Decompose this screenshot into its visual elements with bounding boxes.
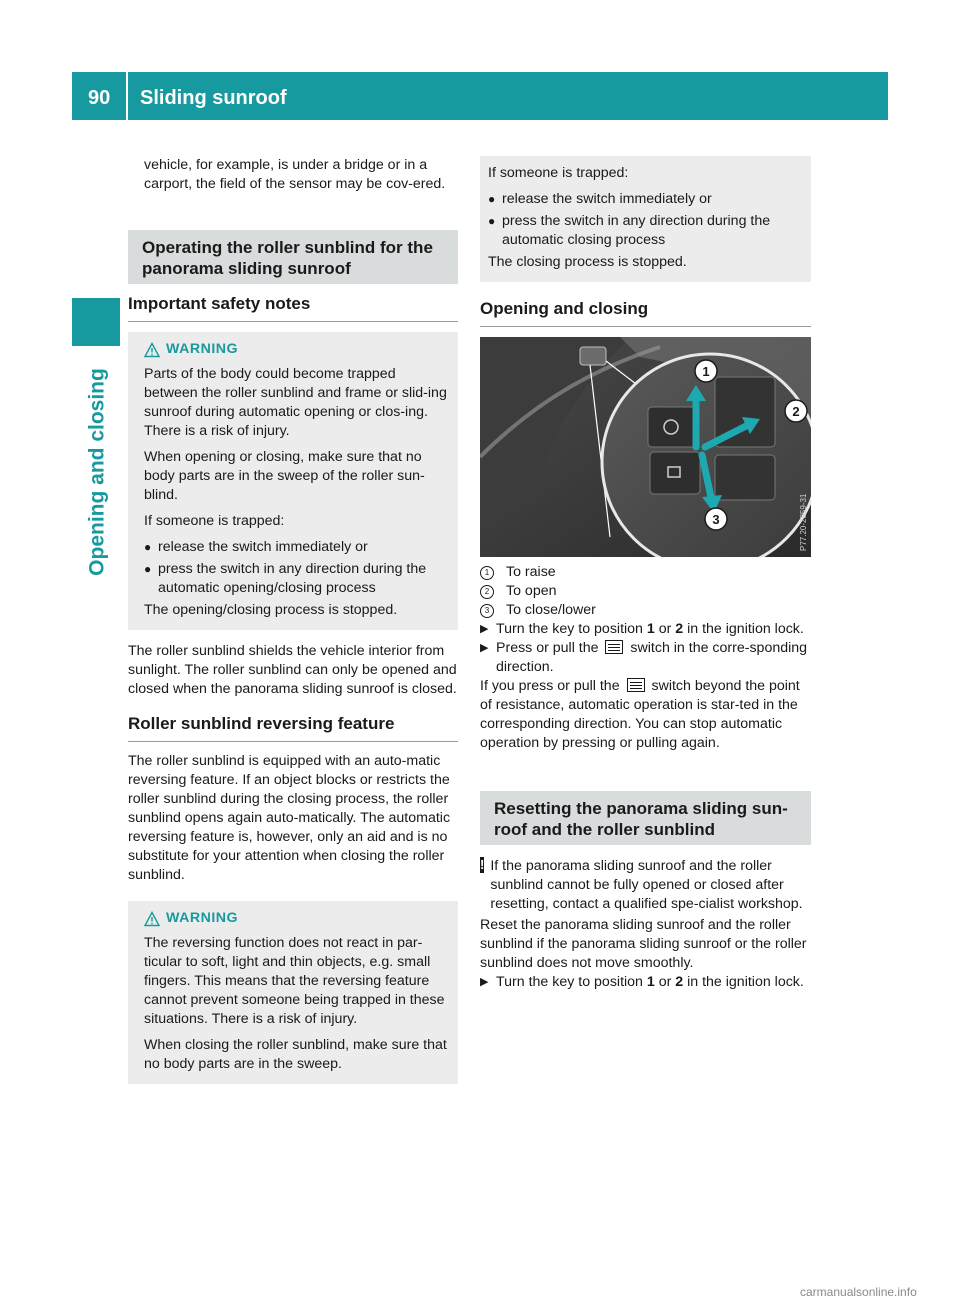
legend	[480, 563, 811, 620]
warning-triangle-icon	[144, 911, 160, 927]
chapter-label: Opening and closing	[85, 368, 109, 576]
warning-text: The opening/closing process is stopped.	[144, 602, 398, 618]
warning-text: If someone is trapped:	[144, 513, 285, 529]
warning-text: Parts of the body could become trapped between the roller sunblind and frame or slid-ing sunroof during automatic opening or clos-ing. There is a risk of injury.	[144, 366, 447, 439]
body-text: The roller sunblind is equipped with an auto-matic reversing feature. If an object blocks or restricts the roller sunblind during the closing process, the roller sunblind opens again auto-matically. The automatic reversing feature is, however, only an aid and is no substitute for your attention when closing the roller sunblind.	[128, 753, 451, 883]
page-title: Sliding sunroof	[140, 87, 287, 109]
opening-closing-heading: Opening and closing	[480, 298, 811, 327]
side-tab-marker	[72, 298, 120, 346]
callout-3: 3	[712, 512, 720, 527]
list-item: ● press the switch in any direction during the automatic closing process	[488, 213, 771, 248]
instruction-step: ▶ Press or pull the switch in the corre-sponding direction.	[480, 640, 808, 675]
legend-item: 2 To open	[480, 582, 811, 601]
callout-2: 2	[792, 404, 800, 419]
body-text: Reset the panorama sliding sunroof and the roller sunblind if the panorama sliding sunroof or the roller sunblind does not move smoothly.	[480, 917, 807, 971]
box-text: If someone is trapped:	[488, 165, 629, 181]
warning-box	[128, 332, 458, 630]
list-item: ● press the switch in any direction during the automatic opening/closing process	[144, 561, 427, 596]
step-arrow-icon: ▶	[480, 642, 489, 654]
warning-text: When opening or closing, make sure that no body parts are in the sweep of the roller sun-blind.	[144, 449, 425, 503]
legend-item: 1 To raise	[480, 563, 811, 582]
step-arrow-icon: ▶	[480, 623, 489, 635]
switch-symbol-icon	[627, 678, 645, 692]
safety-notes-heading: Important safety notes	[128, 293, 458, 322]
instruction-step: ▶ Turn the key to position 1 or 2 in the ignition lock.	[480, 621, 804, 637]
warning-triangle-icon	[144, 342, 160, 358]
warning-label: WARNING	[166, 341, 239, 357]
warning-header	[144, 340, 450, 359]
exclamation-icon: !	[480, 857, 485, 872]
body-text: If you press or pull the switch beyond the point of resistance, automatic operation is star-ted in the corresponding direction. You can stop automatic operation by pressing or pulling again.	[480, 678, 800, 751]
warning-label: WARNING	[166, 910, 239, 926]
reversing-heading: Roller sunblind reversing feature	[128, 713, 458, 742]
instruction-step: ▶ Turn the key to position 1 or 2 in the ignition lock.	[480, 974, 804, 990]
warning-header	[144, 909, 450, 928]
header-divider	[126, 72, 128, 120]
legend-item: 3 To close/lower	[480, 601, 811, 620]
list-item: ● release the switch immediately or	[144, 539, 368, 555]
page-number: 90	[88, 87, 111, 109]
image-code: P77.20-2859-31	[799, 493, 808, 551]
step-arrow-icon: ▶	[480, 976, 489, 988]
sunroof-switch-photo	[480, 337, 811, 557]
warning-text: When closing the roller sunblind, make sure that no body parts are in the sweep.	[144, 1037, 447, 1072]
intro-text: vehicle, for example, is under a bridge or in a carport, the field of the sensor may be cov-ered.	[144, 157, 446, 192]
info-box	[480, 156, 811, 282]
right-column	[480, 156, 811, 992]
section-heading: Operating the roller sunblind for the panorama sliding sunroof	[128, 230, 458, 284]
box-text: The closing process is stopped.	[488, 254, 687, 270]
switch-diagram	[480, 337, 811, 557]
watermark: carmanualsonline.info	[800, 1285, 917, 1299]
left-column	[128, 156, 458, 1084]
note: ! If the panorama sliding sunroof and the roller sunblind cannot be fully opened or closed after resetting, contact a qualified spe-cialist workshop.	[480, 857, 803, 912]
warning-text: The reversing function does not react in par-ticular to soft, light and thin objects, e.g. small fingers. This means that the reversing feature cannot prevent someone being trapped in these situations. There is a risk of injury.	[144, 935, 445, 1027]
list-item: ● release the switch immediately or	[488, 191, 712, 207]
callout-1: 1	[702, 364, 710, 379]
warning-box	[128, 901, 458, 1084]
body-text: The roller sunblind shields the vehicle interior from sunlight. The roller sunblind can only be opened and closed when the panorama sliding sunroof is closed.	[128, 643, 457, 697]
section-heading: Resetting the panorama sliding sun-roof and the roller sunblind	[480, 791, 811, 845]
switch-symbol-icon	[605, 640, 623, 654]
